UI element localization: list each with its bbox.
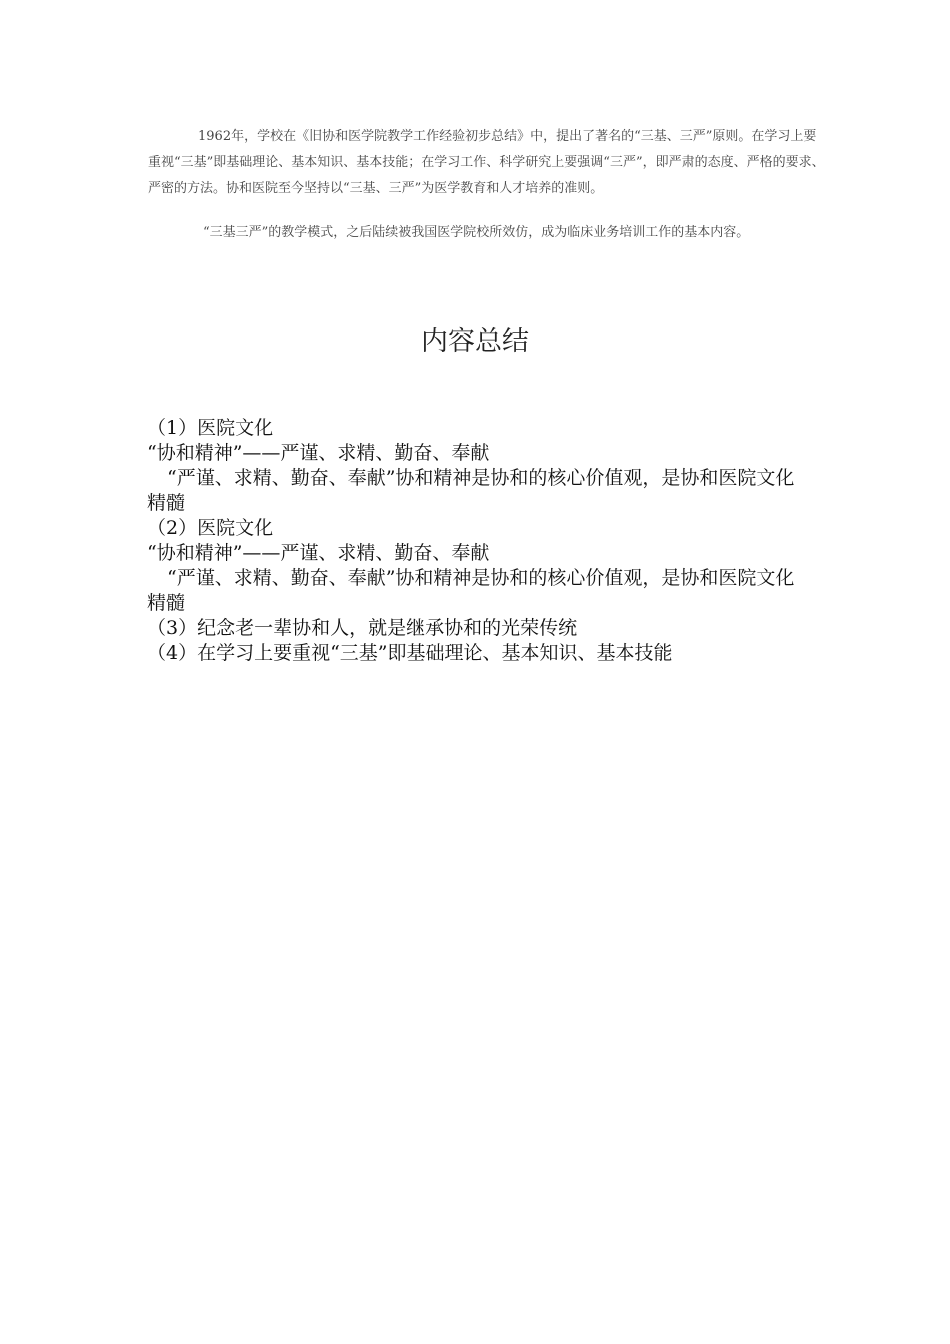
- summary-item-line: “协和精神”——严谨、求精、勤奋、奉献: [147, 542, 490, 564]
- summary-title: 内容总结: [421, 326, 529, 357]
- summary-section: [147, 416, 807, 666]
- intro-paragraph: 1962年，学校在《旧协和医学院教学工作经验初步总结》中，提出了著名的“三基、三严”原则。在学习上要重视“三基”即基础理论、基本知识、基本技能；在学习工作、科学研究上要强调“三严”，即严肃的态度、严格的要求、严密的方法。协和医院至今坚持以“三基、三严”为医学教育和人才培养的准则。: [148, 129, 825, 196]
- intro-section: [148, 124, 828, 246]
- summary-item-line: “协和精神”——严谨、求精、勤奋、奉献: [147, 442, 490, 464]
- summary-item-paragraph: “严谨、求精、勤奋、奉献”协和精神是协和的核心价值观，是协和医院文化精髓: [147, 567, 795, 614]
- intro-paragraph: “三基三严”的教学模式，之后陆续被我国医学院校所效仿，成为临床业务培训工作的基本内容。: [203, 225, 750, 240]
- summary-item-heading: （3）纪念老一辈协和人，就是继承协和的光荣传统: [147, 617, 578, 639]
- summary-item-paragraph: “严谨、求精、勤奋、奉献”协和精神是协和的核心价值观，是协和医院文化精髓: [147, 467, 795, 514]
- summary-item-heading: （1）医院文化: [147, 417, 274, 439]
- summary-item-heading: （2）医院文化: [147, 517, 274, 539]
- summary-item-heading: （4）在学习上要重视“三基”即基础理论、基本知识、基本技能: [147, 642, 673, 664]
